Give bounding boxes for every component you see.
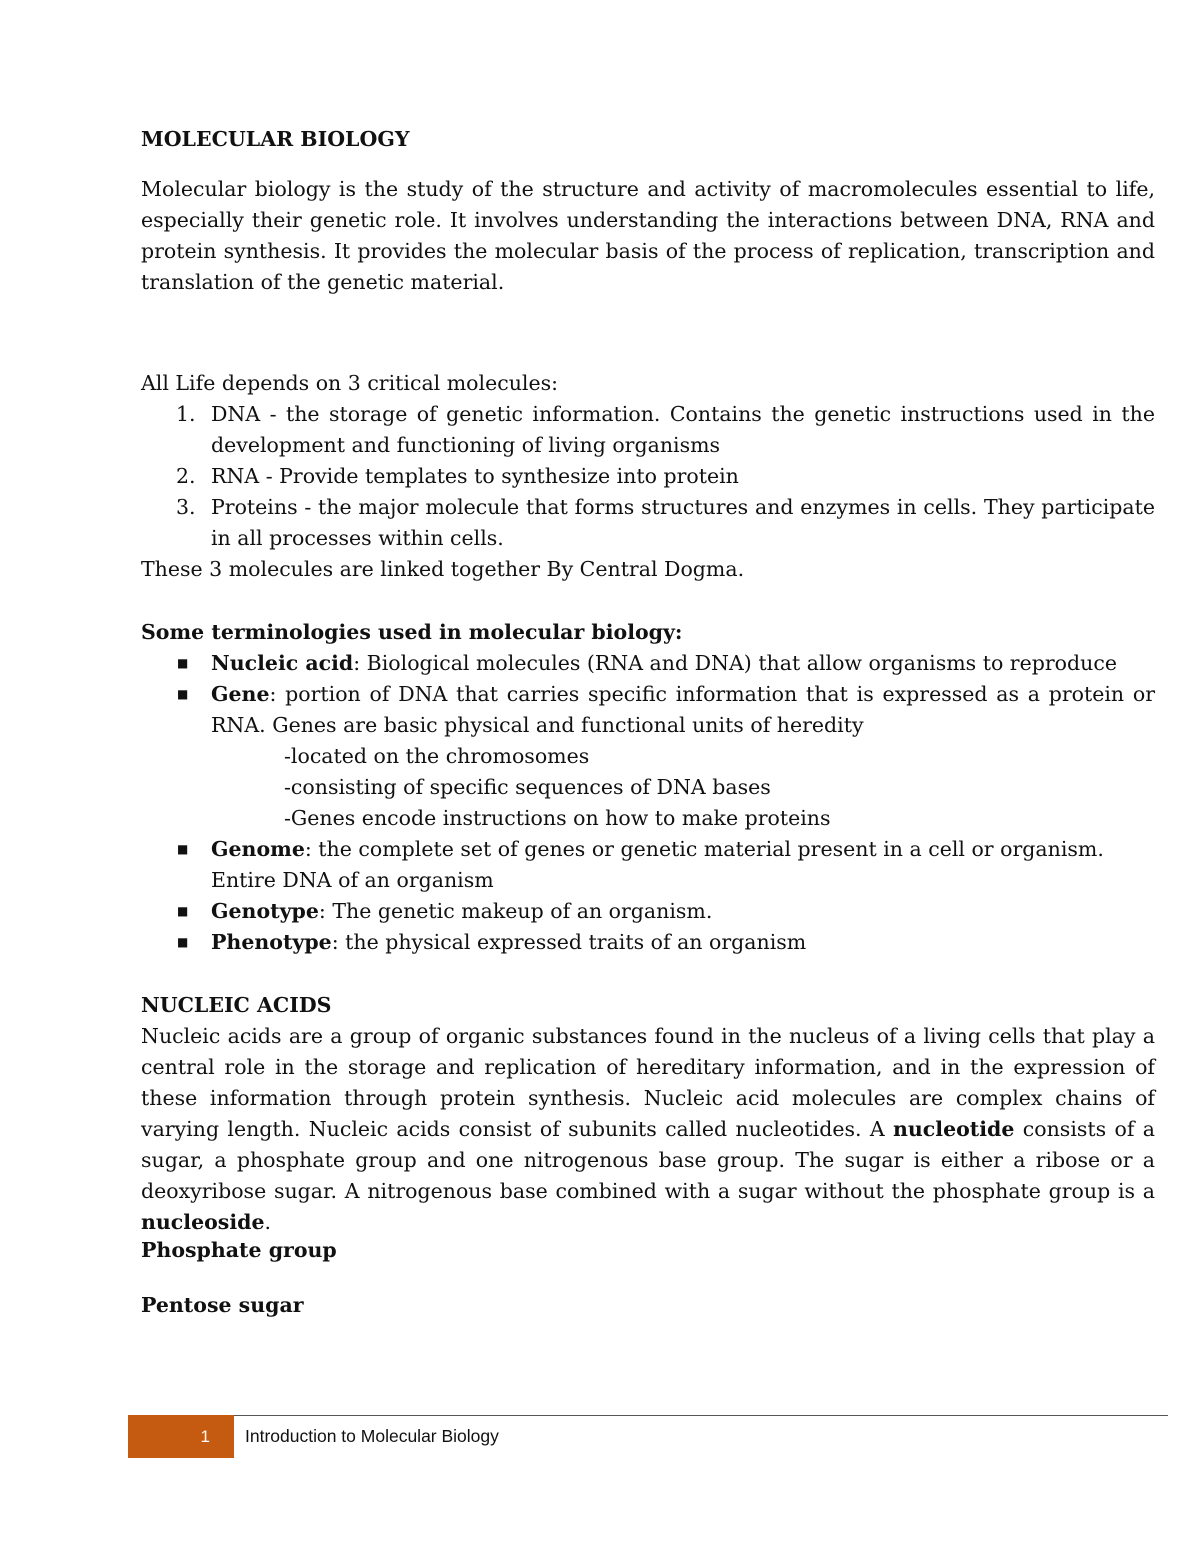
term-definition: : the physical expressed traits of an organism: [331, 930, 807, 954]
nucleic-acids-paragraph: [141, 1021, 1155, 1238]
list-item: [141, 492, 1155, 554]
term-definition: : the complete set of genes or genetic material present in a cell or organism. Entire DNA of an organism: [211, 837, 1104, 892]
central-dogma-note: These 3 molecules are linked together By Central Dogma.: [141, 557, 745, 581]
nucleic-acids-heading: NUCLEIC ACIDS: [141, 993, 332, 1017]
list-item-text: Proteins - the major molecule that forms structures and enzymes in cells. They participate in all processes within cells.: [211, 495, 1155, 550]
list-item: [141, 679, 1155, 741]
list-item: [141, 399, 1155, 461]
gene-detail: -Genes encode instructions on how to make proteins: [284, 806, 831, 830]
paragraph-text: consists of a sugar, a phosphate group and one nitrogenous base group. The sugar is either a ribose or a deoxyribose sugar. A nitrogenous base combined with a sugar without the phosphate group is a: [141, 1117, 1155, 1203]
footer-title: Introduction to Molecular Biology: [245, 1426, 499, 1446]
list-item: [141, 461, 1155, 492]
nucleic-acids-section: [141, 990, 1155, 1238]
intro-paragraph: Molecular biology is the study of the structure and activity of macromolecules essential to life, especially their genetic role. It involves understanding the interactions between DNA, RNA and protein synthesis. It provides the molecular basis of the process of replication, transcription and translation of the genetic material.: [141, 177, 1155, 294]
term-definition: : portion of DNA that carries specific information that is expressed as a protein or RNA. Genes are basic physical and functional units of heredity: [211, 682, 1155, 737]
nucleotide-term: nucleotide: [892, 1117, 1015, 1141]
phosphate-heading: Phosphate group: [141, 1238, 337, 1262]
bullet-icon: ■: [177, 935, 189, 949]
molecules-section: [141, 368, 1155, 585]
list-item: [141, 834, 1155, 896]
bullet-icon: ■: [177, 904, 189, 918]
page-footer: [128, 1415, 1168, 1458]
nucleoside-term: nucleoside: [141, 1210, 265, 1234]
bullet-icon: ■: [177, 842, 189, 856]
terminology-heading: Some terminologies used in molecular biology:: [141, 620, 683, 644]
page-number: 1: [200, 1427, 210, 1446]
pentose-heading: Pentose sugar: [141, 1293, 304, 1317]
term: Genotype: [211, 899, 319, 923]
list-item-text: RNA - Provide templates to synthesize into protein: [211, 464, 739, 488]
list-item: [141, 648, 1155, 679]
term: Nucleic acid: [211, 651, 354, 675]
bullet-icon: ■: [177, 656, 189, 670]
list-item: [141, 927, 1155, 958]
page-number-box: [128, 1415, 234, 1458]
page-title: MOLECULAR BIOLOGY: [141, 127, 410, 151]
molecules-list: [141, 399, 1155, 554]
term-definition: : Biological molecules (RNA and DNA) that allow organisms to reproduce: [353, 651, 1117, 675]
gene-detail: -consisting of specific sequences of DNA bases: [284, 775, 771, 799]
footer-divider: [128, 1415, 1168, 1416]
term: Gene: [211, 682, 270, 706]
term: Genome: [211, 837, 305, 861]
bullet-icon: ■: [177, 687, 189, 701]
paragraph-text: Nucleic acids are a group of organic substances found in the nucleus of a living cells that play a central role in the storage and replication of hereditary information, and in the expression of these information through protein synthesis. Nucleic acid molecules are complex chains of varying length. Nucleic acids consist of subunits called nucleotides. A: [141, 1024, 1155, 1141]
list-number: 1.: [176, 402, 196, 426]
list-number: 3.: [176, 495, 196, 519]
paragraph-text: .: [264, 1210, 272, 1234]
molecules-intro: All Life depends on 3 critical molecules:: [141, 371, 559, 395]
list-item-text: DNA - the storage of genetic information. Contains the genetic instructions used in the development and functioning of living organisms: [211, 402, 1155, 457]
list-item: [141, 896, 1155, 927]
list-number: 2.: [176, 464, 196, 488]
terminology-section: [141, 617, 1155, 958]
gene-detail: -located on the chromosomes: [284, 744, 590, 768]
term-definition: : The genetic makeup of an organism.: [318, 899, 713, 923]
terminology-list: [141, 648, 1155, 958]
term: Phenotype: [211, 930, 332, 954]
